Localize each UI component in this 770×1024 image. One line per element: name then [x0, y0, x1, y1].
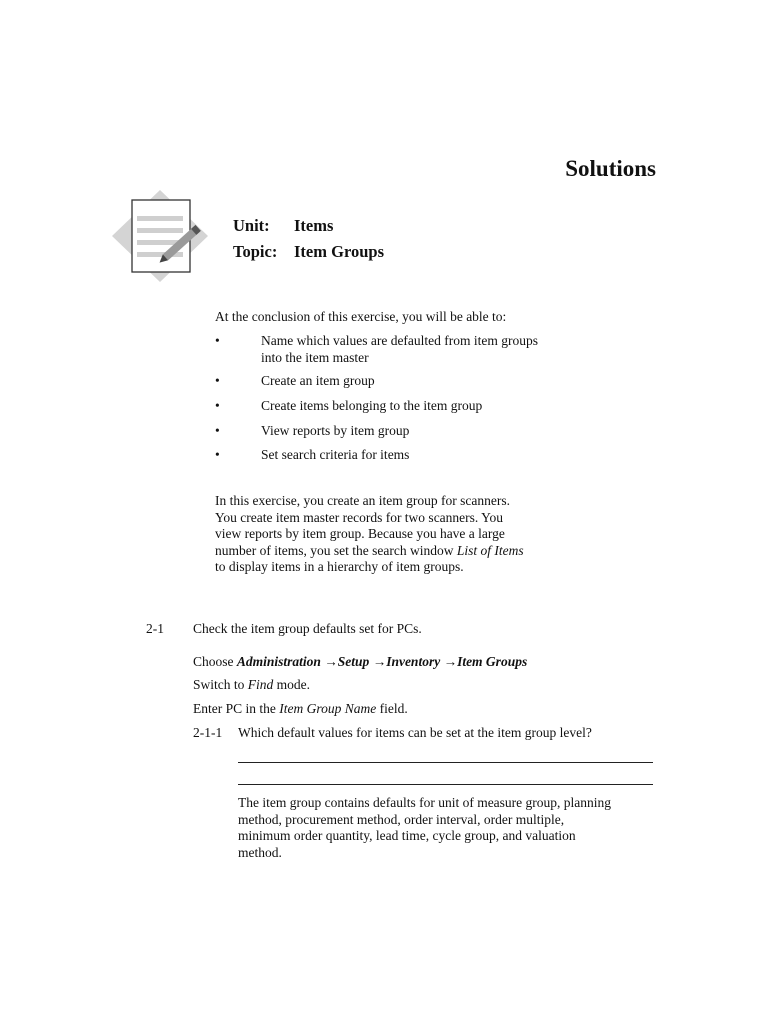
menu-path-instruction: Choose Administration →Setup →Inventory →Item Groups [193, 654, 528, 669]
exercise-description: In this exercise, you create an item group for scanners. You create item master records for two scanners. You view reports by item group. Because you have a large number of items, you set the search window List of Items to display items in a hierarchy of item groups. [215, 493, 524, 574]
menu-path-step: Setup [337, 654, 370, 669]
subtask-answer: The item group contains defaults for unit of measure group, planning method, procurement method, order interval, order multiple, minimum order quantity, lead time, cycle group, and valuation method. [238, 795, 612, 860]
bullet-marker: • [215, 423, 220, 438]
answer-line [238, 762, 653, 763]
unit-line [233, 216, 333, 236]
enter-value-instruction: Enter PC in the Item Group Name field. [193, 701, 408, 716]
unit-label: Unit: [233, 216, 270, 235]
bullet-marker: • [215, 398, 220, 413]
topic-line [233, 242, 384, 262]
bullet-item: Name which values are defaulted from item groups into the item master [261, 333, 539, 365]
bullet-item: View reports by item group [261, 423, 410, 438]
switch-mode-instruction: Switch to Find mode. [193, 677, 311, 692]
list-of-items-term: List of Items [456, 542, 524, 558]
exercise-notepad-icon [112, 190, 212, 282]
subtask-number: 2-1-1 [193, 725, 223, 740]
page-title: Solutions [565, 156, 656, 181]
bullet-item: Set search criteria for items [261, 447, 410, 462]
objectives-lead: At the conclusion of this exercise, you will be able to: [215, 309, 507, 324]
arrow-right-icon: → [324, 654, 338, 669]
task-number: 2-1 [146, 621, 164, 636]
topic-value: Item Groups [294, 242, 384, 261]
bullet-item: Create an item group [261, 373, 375, 388]
bullet-marker: • [215, 373, 220, 388]
answer-line [238, 784, 653, 785]
menu-path-step: Item Groups [457, 654, 528, 669]
menu-path-step: Inventory [386, 654, 441, 669]
unit-value: Items [294, 216, 334, 235]
menu-path-step: Administration [236, 654, 321, 669]
subtask-question: Which default values for items can be set at the item group level? [238, 725, 592, 740]
arrow-right-icon: → [443, 654, 458, 669]
topic-label: Topic: [233, 242, 278, 261]
bullet-marker: • [215, 447, 220, 462]
arrow-right-icon: → [372, 654, 387, 669]
task-heading: Check the item group defaults set for PCs. [193, 621, 422, 636]
bullet-marker: • [215, 333, 220, 348]
bullet-item: Create items belonging to the item group [261, 398, 483, 413]
